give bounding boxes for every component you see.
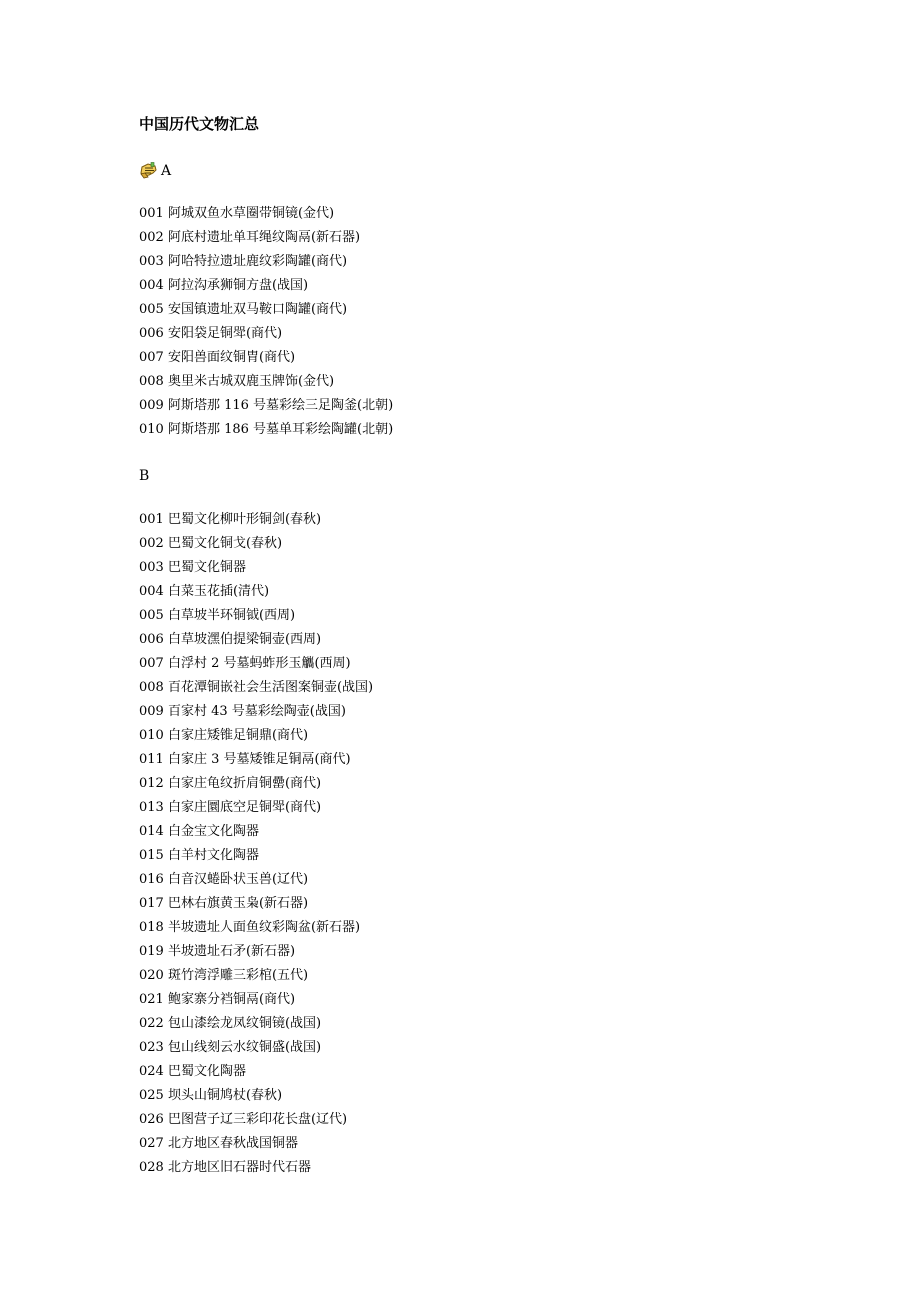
list-item: 024 巴蜀文化陶器 — [139, 1064, 246, 1079]
list-item: 006 白草坡潶伯提梁铜壶(西周) — [139, 632, 322, 647]
list-item: 026 巴图营子辽三彩印花长盘(辽代) — [139, 1112, 348, 1127]
list-item: 004 阿拉沟承狮铜方盘(战国) — [139, 278, 309, 293]
list-item: 001 巴蜀文化柳叶形铜剑(春秋) — [139, 512, 322, 527]
list-item: 015 白羊村文化陶器 — [139, 848, 259, 863]
list-item: 013 白家庄圜底空足铜斝(商代) — [139, 800, 322, 815]
list-item: 008 奥里米古城双鹿玉牌饰(金代) — [139, 374, 335, 389]
list-item: 011 白家庄 3 号墓矮锥足铜鬲(商代) — [139, 752, 351, 767]
list-item: 009 阿斯塔那 116 号墓彩绘三足陶釜(北朝) — [139, 398, 394, 413]
list-item: 018 半坡遗址人面鱼纹彩陶盆(新石器) — [139, 920, 361, 935]
section-letter: A — [161, 163, 172, 179]
section-heading-b — [139, 464, 839, 488]
list-item: 019 半坡遗址石矛(新石器) — [139, 944, 296, 959]
section-heading-a — [139, 159, 839, 183]
list-item: 028 北方地区旧石器时代石器 — [139, 1160, 311, 1175]
list-item: 012 白家庄龟纹折肩铜罍(商代) — [139, 776, 322, 791]
list-item: 003 巴蜀文化铜器 — [139, 560, 246, 575]
list-item: 008 百花潭铜嵌社会生活图案铜壶(战国) — [139, 680, 374, 695]
item-list-a — [139, 202, 839, 442]
document-page — [139, 113, 839, 1180]
item-list-b — [139, 508, 839, 1180]
list-item: 003 阿哈特拉遗址鹿纹彩陶罐(商代) — [139, 254, 348, 269]
list-item: 020 斑竹湾浮雕三彩棺(五代) — [139, 968, 309, 983]
list-item: 007 白浮村 2 号墓蚂蚱形玉觿(西周) — [139, 656, 351, 671]
list-item: 002 巴蜀文化铜戈(春秋) — [139, 536, 283, 551]
list-item: 023 包山线刻云水纹铜盛(战国) — [139, 1040, 322, 1055]
hand-pointing-icon — [139, 161, 159, 181]
list-item: 010 白家庄矮锥足铜鼎(商代) — [139, 728, 309, 743]
list-item: 014 白金宝文化陶器 — [139, 824, 259, 839]
list-item: 025 坝头山铜鸠杖(春秋) — [139, 1088, 283, 1103]
document-title: 中国历代文物汇总 — [139, 115, 260, 133]
list-item: 017 巴林右旗黄玉枭(新石器) — [139, 896, 309, 911]
list-item: 007 安阳兽面纹铜胄(商代) — [139, 350, 296, 365]
list-item: 005 安国镇遗址双马鞍口陶罐(商代) — [139, 302, 348, 317]
list-item: 027 北方地区春秋战国铜器 — [139, 1136, 298, 1151]
list-item: 022 包山漆绘龙凤纹铜镜(战国) — [139, 1016, 322, 1031]
list-item: 005 白草坡半环铜钺(西周) — [139, 608, 296, 623]
list-item: 021 鲍家寨分裆铜鬲(商代) — [139, 992, 296, 1007]
section-letter: B — [139, 468, 150, 484]
list-item: 001 阿城双鱼水草圈带铜镜(金代) — [139, 206, 335, 221]
list-item: 002 阿底村遗址单耳绳纹陶鬲(新石器) — [139, 230, 361, 245]
list-item: 009 百家村 43 号墓彩绘陶壶(战国) — [139, 704, 346, 719]
list-item: 004 白菜玉花插(清代) — [139, 584, 270, 599]
list-item: 010 阿斯塔那 186 号墓单耳彩绘陶罐(北朝) — [139, 422, 394, 437]
list-item: 016 白音汉蜷卧状玉兽(辽代) — [139, 872, 309, 887]
list-item: 006 安阳袋足铜斝(商代) — [139, 326, 283, 341]
